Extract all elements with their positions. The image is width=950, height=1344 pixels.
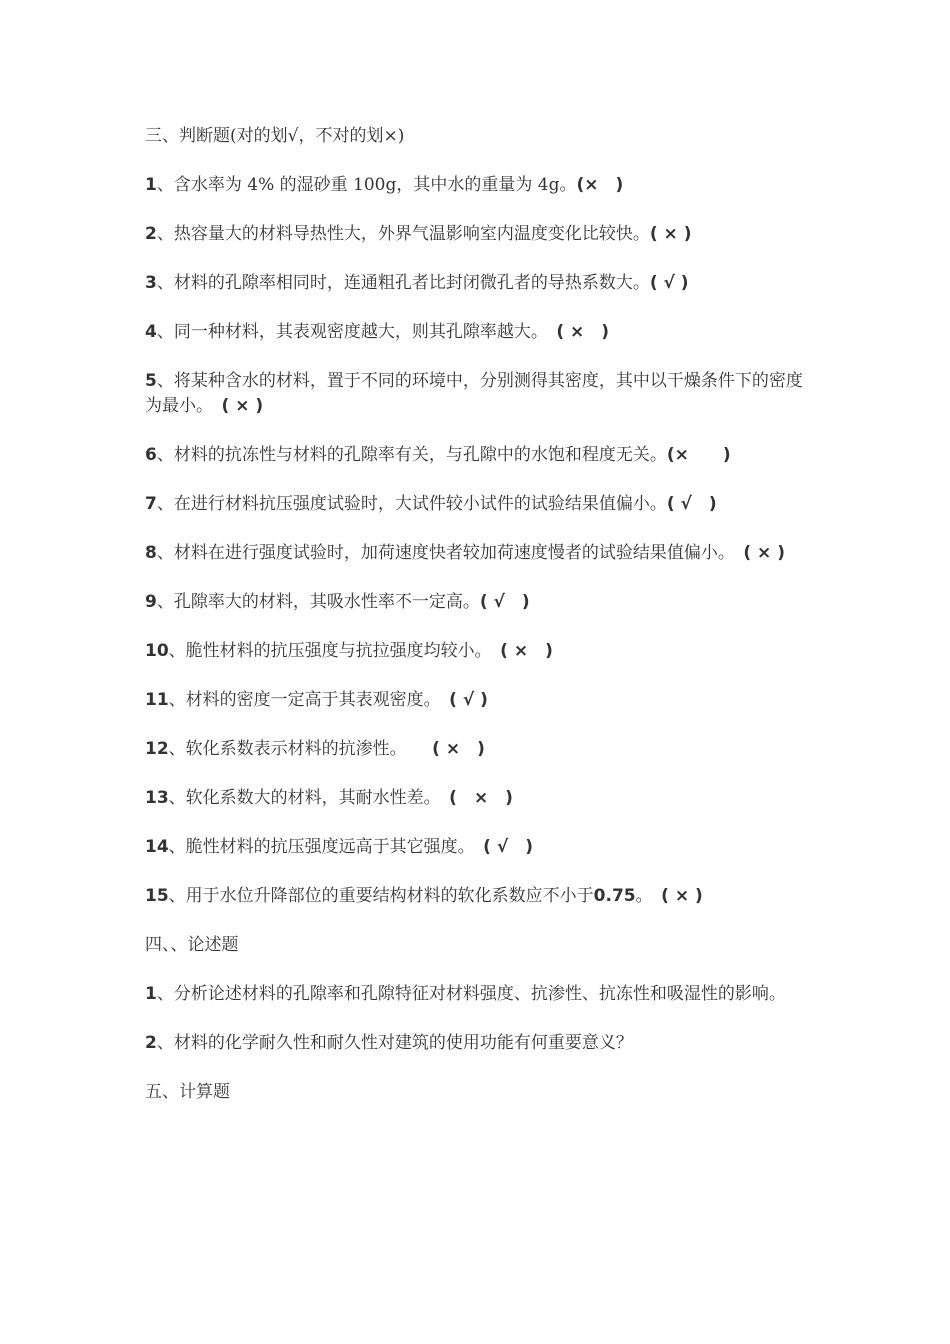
question-number: 3: [145, 273, 157, 293]
question-15: [145, 884, 810, 909]
question-number: 6: [145, 445, 157, 465]
true-false-list: [145, 173, 810, 909]
question-answer: ( √ ): [483, 837, 533, 857]
question-text: 、软化系数表示材料的抗渗性。: [168, 739, 433, 759]
question-9: [145, 590, 810, 615]
section5-heading: 五、计算题: [145, 1082, 230, 1102]
question-number: 1: [145, 984, 157, 1004]
question-number: 10: [145, 641, 169, 661]
question-text: 、将某种含水的材料，置于不同的环境中，分别测得其密度，其中以干燥条件下的密度为最小。: [145, 371, 803, 416]
question-text: 、脆性材料的抗压强度远高于其它强度。: [168, 837, 484, 857]
question-5: [145, 369, 810, 419]
question-13: [145, 786, 810, 811]
question-text: 、材料的化学耐久性和耐久性对建筑的使用功能有何重要意义？: [156, 1033, 633, 1053]
section3-heading: 三、判断题(对的划√，不对的划×): [145, 126, 405, 146]
question-number: 11: [145, 690, 169, 710]
question-number: 8: [145, 543, 157, 563]
question-answer: (× ): [576, 175, 624, 195]
question-text: 、材料的孔隙率相同时，连通粗孔者比封闭微孔者的导热系数大。: [156, 273, 650, 293]
question-number: 12: [145, 739, 169, 759]
question-text: 、软化系数大的材料，其耐水性差。: [168, 788, 450, 808]
question-14: [145, 835, 810, 860]
question-number: 14: [145, 837, 169, 857]
question-1: [145, 173, 810, 198]
question-text: 、同一种材料，其表观密度越大，则其孔隙率越大。: [156, 322, 557, 342]
question-text: 、脆性材料的抗压强度与抗拉强度均较小。: [168, 641, 501, 661]
question-6: [145, 443, 810, 468]
question-text: 、材料在进行强度试验时，加荷速度快者较加荷速度慢者的试验结果值偏小。: [156, 543, 744, 563]
question-answer: ( √ ): [649, 273, 689, 293]
question-number: 2: [145, 1033, 157, 1053]
section4-heading: 四、、论述题: [145, 935, 239, 955]
question-10: [145, 639, 810, 664]
question-text: 、在进行材料抗压强度试验时，大试件较小试件的试验结果值偏小。: [156, 494, 667, 514]
question-text: 、材料的抗冻性与材料的孔隙率有关，与孔隙中的水饱和程度无关。: [156, 445, 667, 465]
essay-question-2: [145, 1031, 810, 1056]
question-number: 13: [145, 788, 169, 808]
question-text: 、用于水位升降部位的重要结构材料的软化系数应不小于: [168, 886, 594, 906]
question-number: 1: [145, 175, 157, 195]
question-answer: ( √ ): [479, 592, 530, 612]
question-text: 、热容量大的材料导热性大，外界气温影响室内温度变化比较快。: [156, 224, 650, 244]
question-answer: ( × ): [661, 886, 703, 906]
question-8: [145, 541, 810, 566]
question-text-tail: 。: [635, 886, 662, 906]
question-answer: (× ): [666, 445, 731, 465]
question-4: [145, 320, 810, 345]
question-3: [145, 271, 810, 296]
question-number: 5: [145, 371, 157, 391]
document-page: [145, 124, 810, 1129]
essay-question-1: [145, 982, 810, 1007]
question-answer: ( × ): [743, 543, 785, 563]
question-value: 0.75: [593, 886, 636, 906]
question-number: 9: [145, 592, 157, 612]
question-number: 7: [145, 494, 157, 514]
question-number: 15: [145, 886, 169, 906]
question-answer: ( × ): [432, 739, 485, 759]
essay-list: [145, 982, 810, 1056]
question-7: [145, 492, 810, 517]
question-answer: ( √ ): [449, 690, 488, 710]
question-12: [145, 737, 810, 762]
question-2: [145, 222, 810, 247]
question-11: [145, 688, 810, 713]
question-text: 、材料的密度一定高于其表观密度。: [168, 690, 450, 710]
question-text: 、分析论述材料的孔隙率和孔隙特征对材料强度、抗渗性、抗冻性和吸湿性的影响。: [156, 984, 786, 1004]
question-answer: ( × ): [500, 641, 553, 661]
question-number: 2: [145, 224, 157, 244]
question-answer: ( × ): [449, 788, 513, 808]
question-text: 、孔隙率大的材料，其吸水性率不一定高。: [156, 592, 480, 612]
question-answer: ( × ): [556, 322, 610, 342]
question-number: 4: [145, 322, 157, 342]
question-answer: ( × ): [649, 224, 692, 244]
question-answer: ( √ ): [666, 494, 717, 514]
question-text: 、含水率为 4% 的湿砂重 100g，其中水的重量为 4g。: [156, 175, 577, 195]
question-answer: ( × ): [221, 396, 264, 416]
